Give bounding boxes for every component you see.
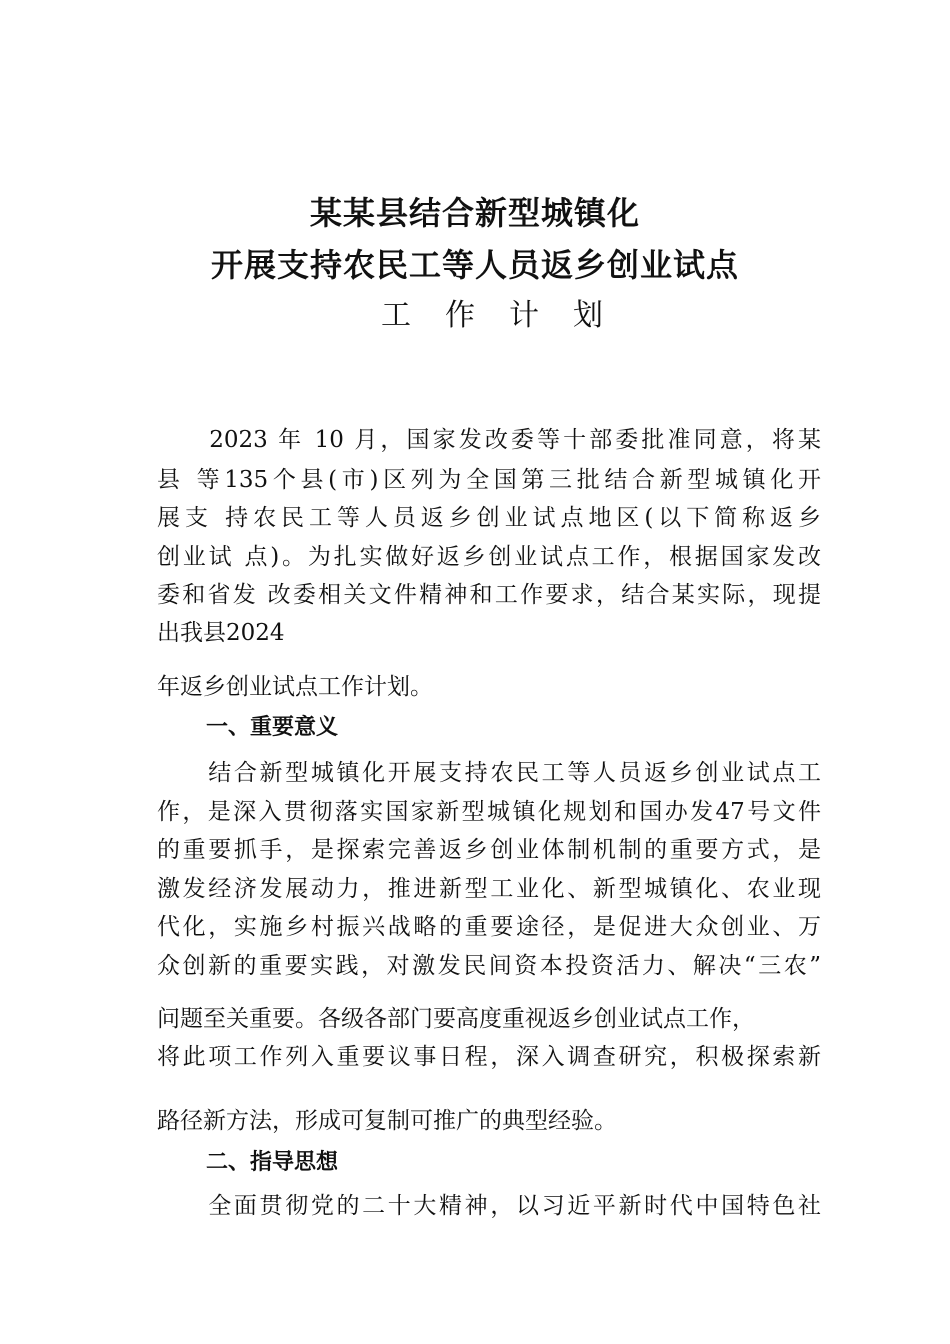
- section1-line: 激发经济发展动力，推进新型工业化、新型城镇化、农业现: [157, 876, 821, 902]
- intro-line: 2023 年 10 月，国家发改委等十部委批准同意，将某: [157, 427, 821, 453]
- section1-line: 众创新的重要实践，对激发民间资本投资活力、解决“三农”: [157, 953, 821, 979]
- intro-line: 创业试 点)。为扎实做好返乡创业试点工作，根据国家发改: [157, 544, 821, 570]
- section-heading-significance: 一、重要意义: [206, 715, 339, 740]
- section1-line: 的重要抓手，是探索完善返乡创业体制机制的重要方式，是: [157, 837, 821, 863]
- section1-line: 代化，实施乡村振兴战略的重要途径，是促进大众创业、万: [157, 914, 821, 940]
- intro-line: 年返乡创业试点工作计划。: [157, 674, 433, 700]
- section1-line: 作，是深入贯彻落实国家新型城镇化规划和国办发47号文件: [157, 799, 821, 825]
- intro-line: 展支 持农民工等人员返乡创业试点地区(以下简称返乡: [157, 505, 821, 531]
- section2-line: 全面贯彻党的二十大精神，以习近平新时代中国特色社: [157, 1193, 821, 1219]
- document-title-line-2: 开展支持农民工等人员返乡创业试点: [210, 246, 739, 284]
- section1-line: 结合新型城镇化开展支持农民工等人员返乡创业试点工: [157, 760, 821, 786]
- document-title-line-1: 某某县结合新型城镇化: [309, 194, 640, 232]
- intro-line: 县 等135个县(市)区列为全国第三批结合新型城镇化开: [157, 467, 821, 493]
- intro-line: 出我县2024: [157, 620, 285, 646]
- section1-line: 路径新方法，形成可复制可推广的典型经验。: [157, 1108, 617, 1134]
- document-title-line-3: 工作计划: [381, 298, 637, 333]
- section-heading-guiding-ideology: 二、指导思想: [206, 1150, 339, 1175]
- section1-line: 将此项工作列入重要议事日程，深入调查研究，积极探索新: [157, 1044, 821, 1070]
- section1-line: 问题至关重要。各级各部门要高度重视返乡创业试点工作，: [157, 1006, 755, 1032]
- intro-line: 委和省发 改委相关文件精神和工作要求，结合某实际，现提: [157, 582, 821, 608]
